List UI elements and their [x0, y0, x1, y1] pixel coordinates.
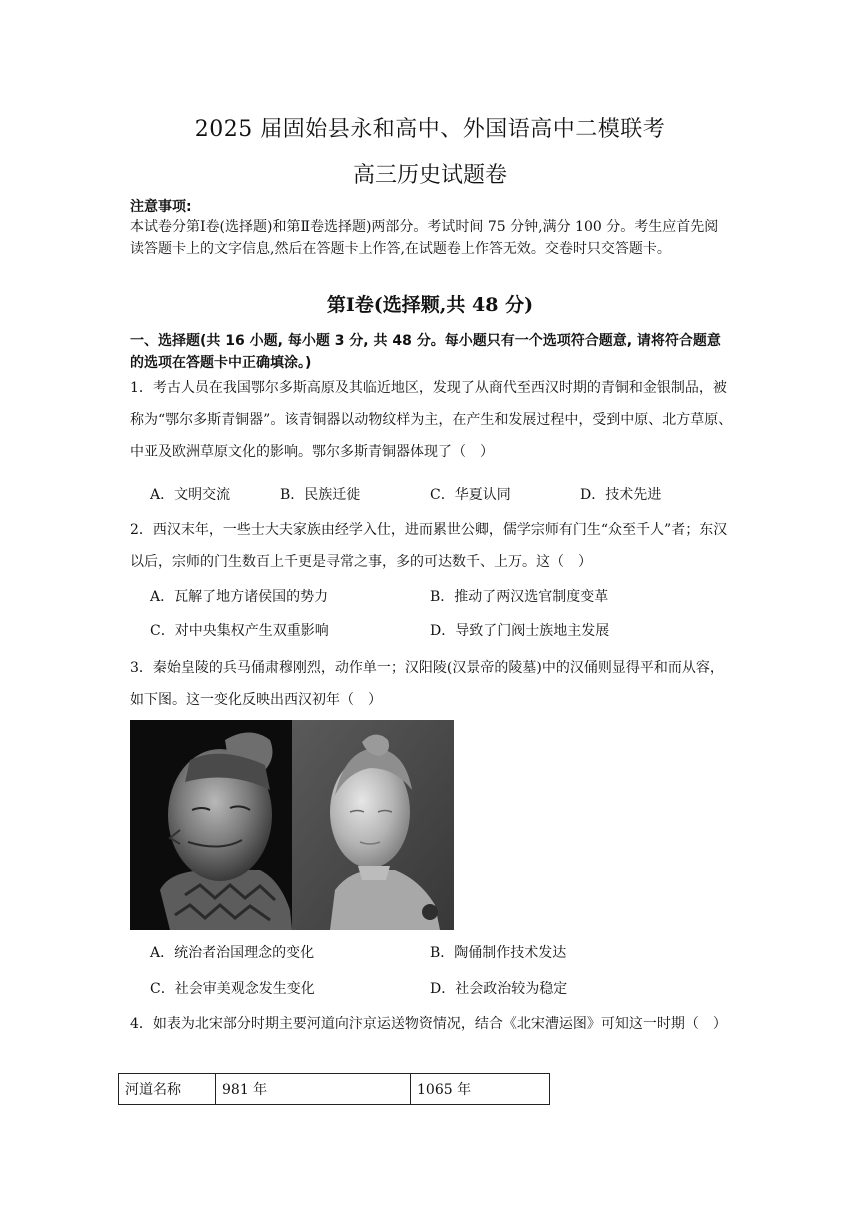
question-3-stem: 3．秦始皇陵的兵马俑肃穆刚烈，动作单一；汉阳陵(汉景帝的陵墓)中的汉俑则显得平和而从容，如下图。这一变化反映出西汉初年（ ） [130, 660, 724, 708]
part-heading: 第Ⅰ卷(选择颗,共 48 分) [326, 294, 534, 316]
exam-title: 2025 届固始县永和高中、外国语高中二模联考 [194, 117, 666, 142]
question-1-stem: 1．考古人员在我国鄂尔多斯高原及其临近地区，发现了从商代至西汉时期的青铜和金银制品，被称为“鄂尔多斯青铜器”。该青铜器以动物纹样为主，在产生和发展过程中，受到中原、北方草原、中亚及欧洲草原文化的影响。鄂尔多斯青铜器体现了（ ） [130, 380, 733, 460]
option-a: A．文明交流 [150, 487, 231, 503]
question-2-options-row2 [150, 620, 750, 644]
section-instructions: 一、选择题(共 16 小题, 每小题 3 分, 共 48 分。每小题只有一个选项符合题意, 请将符合题意的选项在答题卡中正确填涂。) [130, 333, 721, 371]
question-1-options [150, 484, 750, 508]
question-3-options-row1 [150, 942, 750, 966]
option-b: B．推动了两汉选官制度变革 [430, 589, 609, 605]
question-2-stem: 2．西汉末年，一些士大夫家族由经学入仕，进而累世公卿，儒学宗师有门生“众至千人”者；东汉以后，宗师的门生数百上千更是寻常之事，多的可达数千、上万。这（ ） [130, 522, 728, 570]
option-c: C．华夏认同 [430, 487, 511, 503]
question-2-options-row1 [150, 586, 750, 610]
question-4-stem: 4．如表为北宋部分时期主要河道向汴京运送物资情况，结合《北宋漕运图》可知这一时期（ ） [130, 1016, 727, 1032]
option-a: A．瓦解了地方诸侯国的势力 [150, 589, 329, 605]
option-c: C．对中央集权产生双重影响 [150, 623, 329, 639]
table-header-cell: 1065 年 [411, 1074, 550, 1105]
table-row [119, 1074, 550, 1105]
table-header-cell: 981 年 [216, 1074, 411, 1105]
transport-table [118, 1073, 550, 1105]
notice-body: 本试卷分第Ⅰ卷(选择题)和第Ⅱ卷选择题)两部分。考试时间 75 分钟,满分 100 分。考生应首先阅读答题卡上的文字信息,然后在答题卡上作答,在试题卷上作答无效。交卷时只交答题卡。 [130, 219, 719, 257]
option-d: D．导致了门阀士族地主发展 [430, 623, 610, 639]
notice-heading: 注意事项: [130, 199, 192, 215]
option-b: B．民族迁徙 [280, 487, 361, 503]
exam-subtitle: 高三历史试题卷 [352, 163, 507, 188]
question-3-options-row2 [150, 978, 750, 1002]
terracotta-figures-photo [130, 720, 454, 930]
option-c: C．社会审美观念发生变化 [150, 981, 315, 997]
option-a: A．统治者治国理念的变化 [150, 945, 315, 961]
option-d: D．技术先进 [580, 487, 662, 503]
option-d: D．社会政治较为稳定 [430, 981, 568, 997]
table-header-cell: 河道名称 [119, 1074, 216, 1105]
option-b: B．陶俑制作技术发达 [430, 945, 567, 961]
